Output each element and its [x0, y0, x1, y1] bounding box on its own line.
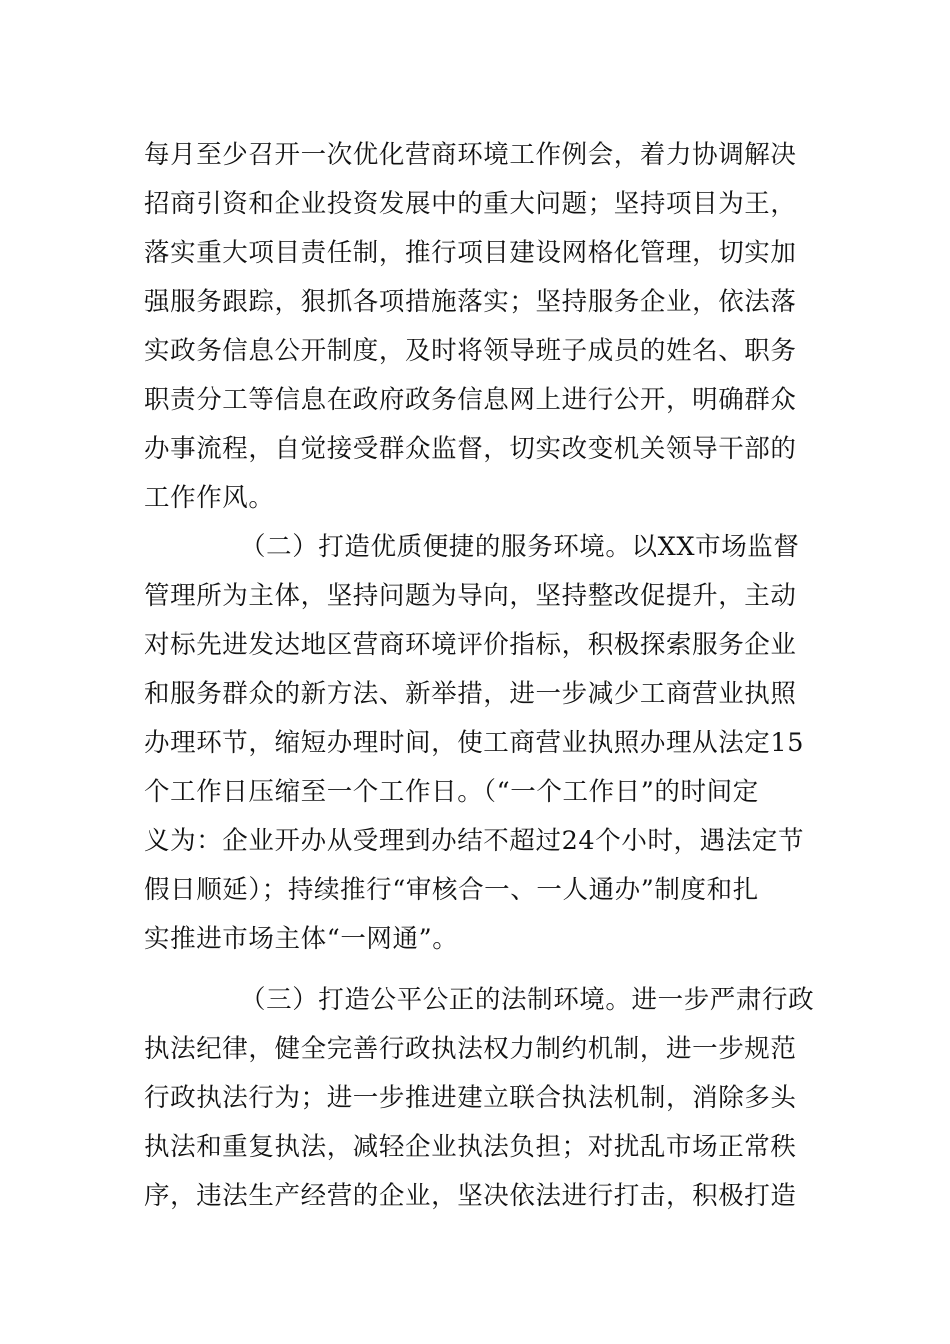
text-line: 落实重大项目责任制，推行项目建设网格化管理，切实加 — [144, 238, 797, 268]
section-heading-line: （二）打造优质便捷的服务环境。以XX市场监督 — [240, 532, 800, 562]
text-line: 执法纪律，健全完善行政执法权力制约机制，进一步规范 — [144, 1034, 797, 1064]
text-line: 实推进市场主体“一网通”。 — [144, 924, 459, 954]
text-line: 职责分工等信息在政府政务信息网上进行公开，明确群众 — [144, 385, 797, 415]
section-heading-line: （三）打造公平公正的法制环境。进一步严肃行政 — [240, 985, 815, 1015]
text-line: 办事流程，自觉接受群众监督，切实改变机关领导干部的 — [144, 434, 797, 464]
text-line: 执法和重复执法，减轻企业执法负担；对扰乱市场正常秩 — [144, 1132, 797, 1162]
text-line: 假日顺延）；持续推行“审核合一、一人通办”制度和扎 — [144, 875, 759, 905]
text-line: 行政执法行为；进一步推进建立联合执法机制，消除多头 — [144, 1083, 797, 1113]
text-line: 对标先进发达地区营商环境评价指标，积极探索服务企业 — [144, 630, 797, 660]
text-line: 工作作风。 — [144, 483, 275, 513]
text-line: 招商引资和企业投资发展中的重大问题；坚持项目为王， — [144, 189, 797, 219]
text-line: 强服务跟踪，狠抓各项措施落实；坚持服务企业，依法落 — [144, 287, 797, 317]
text-line: 序，违法生产经营的企业，坚决依法进行打击，积极打造 — [144, 1181, 797, 1211]
text-line: 实政务信息公开制度，及时将领导班子成员的姓名、职务 — [144, 336, 797, 366]
text-line: 个工作日压缩至一个工作日。（“一个工作日”的时间定 — [144, 777, 759, 807]
text-line: 办理环节，缩短办理时间，使工商营业执照办理从法定15 — [144, 728, 805, 758]
text-line: 义为：企业开办从受理到办结不超过24个小时，遇法定节 — [144, 826, 805, 856]
text-line: 每月至少召开一次优化营商环境工作例会，着力协调解决 — [144, 140, 797, 170]
text-line: 和服务群众的新方法、新举措，进一步减少工商营业执照 — [144, 679, 797, 709]
text-line: 管理所为主体，坚持问题为导向，坚持整改促提升，主动 — [144, 581, 797, 611]
